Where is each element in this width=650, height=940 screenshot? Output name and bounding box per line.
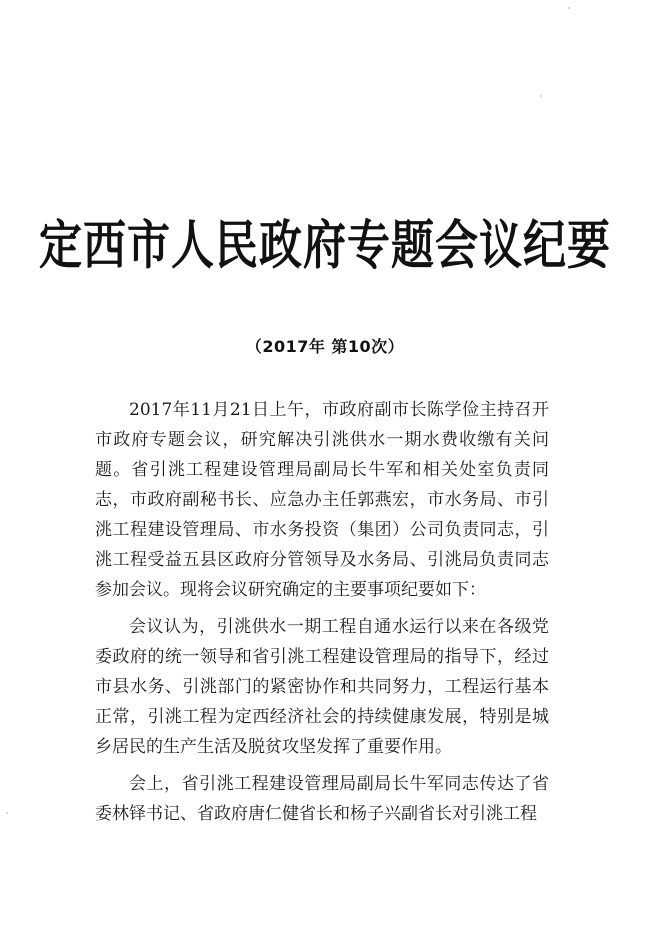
body-paragraph: 会议认为，引洮供水一期工程自通水运行以来在各级党委政府的统一领导和省引洮工程建设管理局的指导下，经过市县水务、引洮部门的紧密协作和共同努力，工程运行基本正常，引洮工程为定西经济社会的持续健康发展，特别是城乡居民的生产生活及脱贫攻坚发挥了重要作用。 <box>95 617 549 757</box>
title-block <box>0 212 650 277</box>
document-subtitle: （2017年 第10次） <box>245 337 405 356</box>
body-paragraph: 会上，省引洮工程建设管理局副局长牛军同志传达了省委林铎书记、省政府唐仁健省长和杨子兴副省长对引洮工程 <box>95 774 549 824</box>
document-title: 定西市人民政府专题会议纪要 <box>39 215 611 277</box>
body-paragraph: 2017年11月21日上午，市政府副市长陈学俭主持召开市政府专题会议，研究解决引洮供水一期水费收缴有关问题。省引洮工程建设管理局副局长牛军和相关处室负责同志，市政府副秘书长、应急办主任郭燕宏，市水务局、市引洮工程建设管理局、市水务投资（集团）公司负责同志，引洮工程受益五县区政府分管领导及水务局、引洮局负责同志参加会议。现将会议研究确定的主要事项纪要如下： <box>95 400 549 600</box>
scan-speck <box>568 7 570 9</box>
document-body <box>95 395 549 836</box>
scan-speck <box>540 95 542 97</box>
scan-speck <box>6 812 8 814</box>
